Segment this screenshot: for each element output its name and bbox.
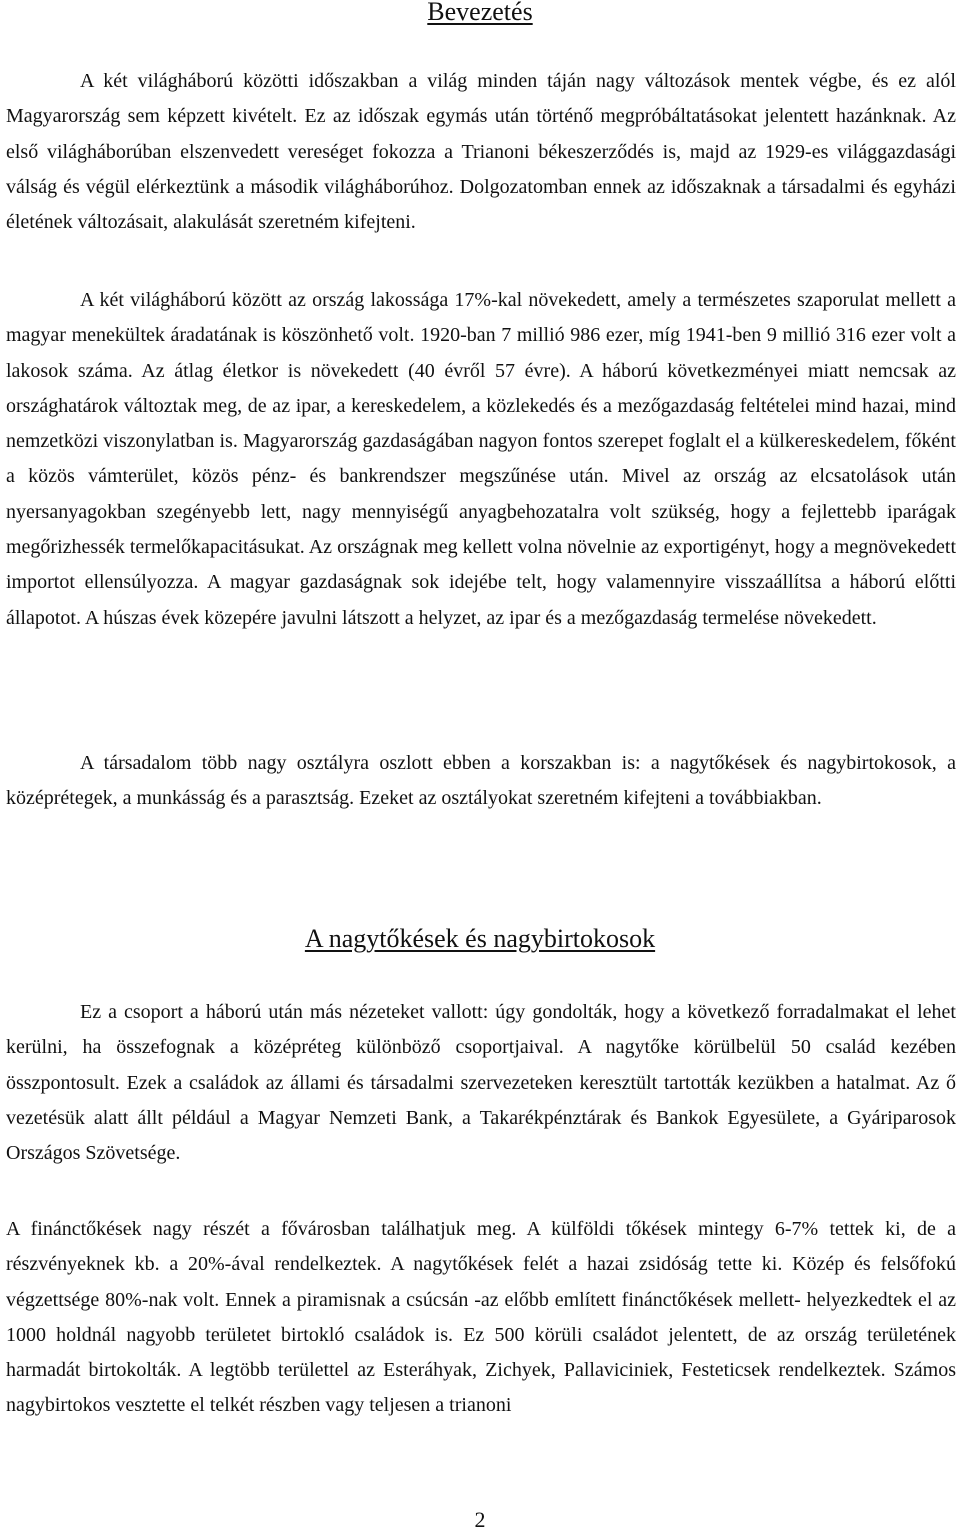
paragraph-capitalists-2: A finánctőkések nagy részét a fővárosban találhatjuk meg. A külföldi tőkések mintegy 6-7% tettek ki, de a részvényeknek kb. a 20%-ával rendelkeztek. A nagytőkések felét a hazai zsidóság tette ki. Közép és felsőfokú végzettsége 80%-nak volt. Ennek a piramisnak a csúcsán -az előbb említett finánctőkések mellett- helyezkedtek el az 1000 holdnál nagyobb területet birtokló családok is. Ez 500 körüli családot jelentett, de az ország területének harmadát birtokolták. A legtöbb területtel az Esteráhyak, Zichyek, Pallaviciniek, Festeticsek rendelkeztek. Számos nagybirtokos vesztette el telkét részben vagy teljesen a trianoni <box>6 1218 956 1417</box>
page-number: 2 <box>474 1507 486 1532</box>
paragraph-intro-1: A két világháború közötti időszakban a világ minden táján nagy változások mentek végbe, és ez alól Magyarország sem képzett kivételt. Ez az időszak egymás után történő megpróbáltatásokat jelentett hazánknak. Az első világháborúban elszenvedett vereséget fokozza a Trianoni békeszerződés is, majd az 1929-es világgazdasági válság és végül elérkeztünk a második világháborúhoz. Dolgozatomban ennek az időszaknak a társadalmi és egyházi életének változásait, alakulását szeretném kifejteni. <box>6 70 956 234</box>
paragraph-intro-3: A társadalom több nagy osztályra oszlott ebben a korszakban is: a nagytőkések és nagybirtokosok, a középrétegek, a munkásság és a parasztság. Ezeket az osztályokat szeretném kifejteni a továbbiakban. <box>6 752 956 810</box>
paragraph-capitalists-1: Ez a csoport a háború után más nézeteket vallott: úgy gondolták, hogy a következő forradalmakat el lehet kerülni, ha összefognak a középréteg különböző csoportjaival. A nagytőke körülbelül 50 család kezében összpontosult. Ezek a családok az állami és társadalmi szervezeteken keresztült tartották kezükben a hatalmat. Az ő vezetésük alatt állt például a Magyar Nemzeti Bank, a Takarékpénztárak és Bankok Egyesülete, a Gyáriparosok Országos Szövetsége. <box>6 1001 956 1165</box>
section-heading-capitalists: A nagytőkések és nagybirtokosok <box>304 924 656 953</box>
paragraph-intro-2: A két világháború között az ország lakossága 17%-kal növekedett, amely a természetes szaporulat mellett a magyar menekültek áradatának is köszönhető volt. 1920-ban 7 millió 986 ezer, míg 1941-ben 9 millió 316 ezer volt a lakosok száma. Az átlag életkor is növekedett (40 évről 57 évre). A háború következményei miatt nemcsak az országhatárok változtak meg, de az ipar, a kereskedelem, a közlekedés és a mezőgazdaság feltételei mind hazai, mind nemzetközi viszonylatban is. Magyarország gazdaságában nagyon fontos szerepet foglalt el a külkereskedelem, főként a közös vámterület, közös pénz- és bankrendszer megszűnése után. Mivel az ország az elcsatolások után nyersanyagokban szegényebb lett, nagy mennyiségű anyagbehozatalra volt szükség, hogy a fejlettebb iparágak megőrizhessék termelőkapacitásukat. Az országnak meg kellett volna növelnie az exportigényt, hogy a megnövekedett importot ellensúlyozza. A magyar gazdaságnak sok idejébe telt, hogy valamennyire visszaállítsa a háború előtti állapotot. A húszas évek közepére javulni látszott a helyzet, az ipar és a mezőgazdaság termelése növekedett. <box>6 289 956 629</box>
section-heading-introduction: Bevezetés <box>427 0 533 26</box>
